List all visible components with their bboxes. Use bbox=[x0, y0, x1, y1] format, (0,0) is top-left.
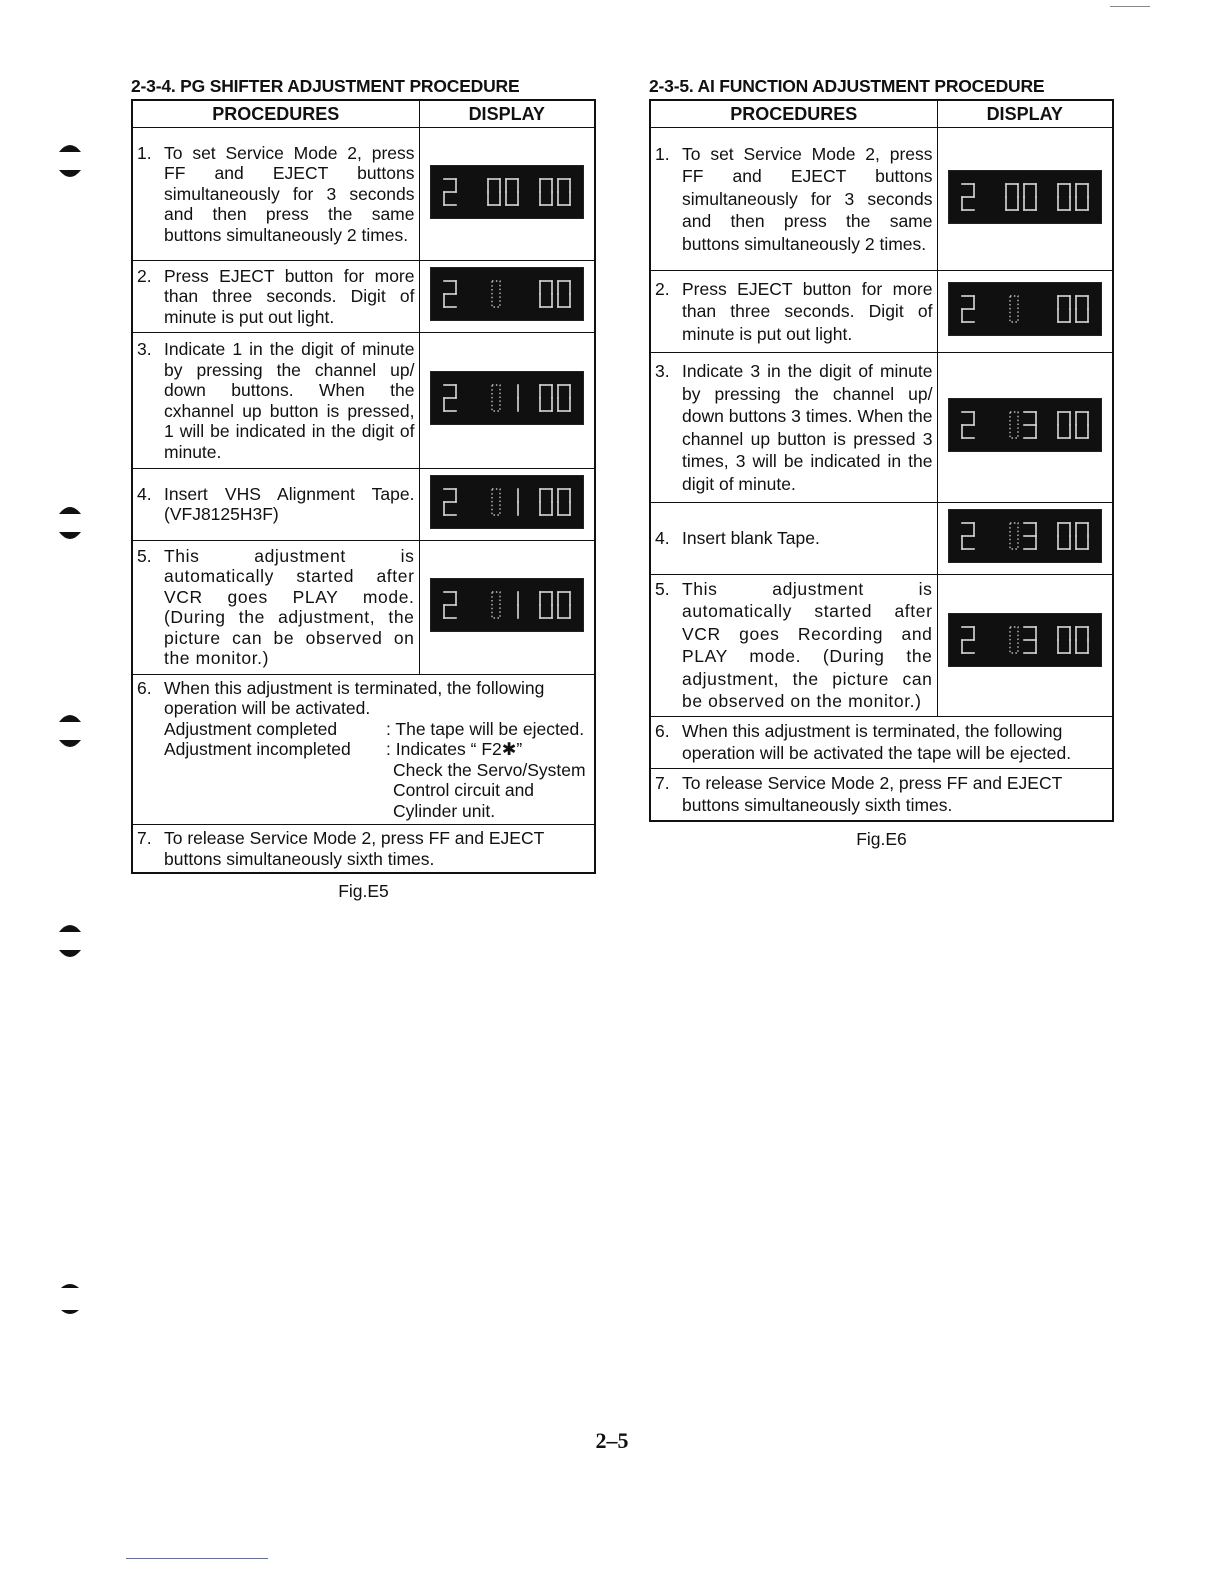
step-number: 6. bbox=[655, 720, 670, 741]
binder-hole-icon bbox=[55, 708, 85, 754]
display-cell bbox=[419, 333, 595, 469]
lcd-display bbox=[948, 613, 1102, 667]
section-title: 2-3-4. PG SHIFTER ADJUSTMENT PROCEDURE bbox=[131, 76, 520, 96]
step-number: 5. bbox=[655, 578, 670, 599]
step-number: 3. bbox=[137, 339, 152, 359]
binder-hole-icon bbox=[55, 1276, 85, 1322]
display-cell bbox=[937, 128, 1113, 271]
display-cell bbox=[937, 353, 1113, 503]
figure-caption: Fig.E6 bbox=[856, 828, 907, 849]
step-text: Press EJECT button for more than three seconds. Digit of minute is put out light. bbox=[164, 265, 415, 327]
step-number: 5. bbox=[137, 545, 152, 566]
step-text: When this adjustment is terminated, the following operation will be activated. bbox=[164, 677, 545, 718]
step-cell bbox=[650, 128, 937, 271]
lcd-display bbox=[948, 398, 1102, 452]
figure-caption: Fig.E5 bbox=[338, 881, 389, 901]
step-text: Insert blank Tape. bbox=[682, 528, 820, 548]
step-cell bbox=[650, 271, 937, 353]
step-cell bbox=[132, 469, 419, 541]
table-row bbox=[132, 540, 595, 674]
step-number: 7. bbox=[137, 828, 152, 848]
incompleted-value: : Indicates “ F2✱” bbox=[386, 739, 523, 759]
table-row bbox=[650, 128, 1113, 271]
table-row bbox=[650, 271, 1113, 353]
page-number: 2–5 bbox=[595, 1428, 629, 1453]
table-row bbox=[132, 333, 595, 469]
table-row bbox=[132, 825, 595, 874]
step-cell bbox=[132, 674, 595, 825]
check-line-3: Cylinder unit. bbox=[393, 800, 496, 821]
step-text: This adjustment is automatically started after VCR goes PLAY mode. (During the adjustment, the picture can be observed on the monitor.) bbox=[164, 545, 415, 668]
lcd-display bbox=[948, 170, 1102, 224]
step-text: To release Service Mode 2, press FF and EJECT buttons simultaneously sixth times. bbox=[682, 772, 1062, 815]
step-cell bbox=[132, 261, 419, 333]
procedure-table bbox=[131, 99, 596, 874]
step-number: 1. bbox=[655, 143, 670, 164]
binder-hole-icon bbox=[55, 500, 85, 546]
display-cell bbox=[937, 271, 1113, 353]
procedures-header: PROCEDURES bbox=[650, 100, 937, 128]
table-row bbox=[650, 716, 1113, 768]
lcd-display bbox=[430, 578, 584, 632]
display-cell bbox=[419, 261, 595, 333]
step-cell bbox=[650, 768, 1113, 821]
step-cell bbox=[132, 540, 419, 674]
incompleted-label: Adjustment incompleted bbox=[164, 739, 351, 759]
display-cell bbox=[937, 574, 1113, 716]
step-number: 7. bbox=[655, 772, 670, 793]
check-line-1: Check the Servo/System bbox=[393, 759, 586, 780]
step-number: 3. bbox=[655, 361, 670, 381]
binder-hole-icon bbox=[55, 918, 85, 964]
step-number: 4. bbox=[137, 483, 152, 504]
table-row bbox=[132, 469, 595, 541]
section-title: 2-3-5. AI FUNCTION ADJUSTMENT PROCEDURE bbox=[649, 76, 1045, 96]
table-row bbox=[650, 353, 1113, 503]
table-row bbox=[132, 128, 595, 261]
step-number: 4. bbox=[655, 528, 670, 548]
binder-hole-icon bbox=[55, 138, 85, 184]
step-number: 2. bbox=[137, 265, 152, 286]
display-cell bbox=[419, 128, 595, 261]
step-text: To release Service Mode 2, press FF and EJECT buttons simultaneously sixth times. bbox=[164, 828, 544, 869]
table-header-row bbox=[132, 100, 595, 128]
lcd-display bbox=[430, 475, 584, 529]
step-text: Press EJECT button for more than three seconds. Digit of minute is put out light. bbox=[682, 278, 933, 344]
display-header: DISPLAY bbox=[419, 100, 595, 128]
display-cell bbox=[419, 469, 595, 541]
completed-value: : The tape will be ejected. bbox=[386, 718, 585, 739]
step-text: Indicate 1 in the digit of minute by pressing the channel up/ down buttons. When the cxhannel up button is pressed, 1 will be indicated in the digit of minute. bbox=[164, 339, 415, 462]
step-text: To set Service Mode 2, press FF and EJECT buttons simultaneously for 3 seconds and then press the same buttons simultaneously 2 times. bbox=[682, 143, 933, 254]
procedures-header: PROCEDURES bbox=[132, 100, 419, 128]
table-row bbox=[132, 674, 595, 825]
display-header: DISPLAY bbox=[937, 100, 1113, 128]
lcd-display bbox=[430, 371, 584, 425]
step-cell bbox=[650, 503, 937, 575]
top-rule bbox=[1110, 6, 1150, 7]
table-row bbox=[650, 503, 1113, 575]
step-cell bbox=[132, 333, 419, 469]
step-cell bbox=[132, 128, 419, 261]
procedure-table bbox=[649, 99, 1114, 822]
display-cell bbox=[419, 540, 595, 674]
step-cell bbox=[650, 574, 937, 716]
step-text: To set Service Mode 2, press FF and EJECT buttons simultaneously for 3 seconds and then press the same buttons simultaneously 2 times. bbox=[164, 142, 415, 245]
step-text: Insert VHS Alignment Tape. (VFJ8125H3F) bbox=[164, 483, 415, 525]
step-number: 6. bbox=[137, 677, 152, 698]
lcd-display bbox=[430, 165, 584, 219]
lcd-display bbox=[948, 282, 1102, 336]
step-text: This adjustment is automatically started after VCR goes Recording and PLAY mode. (During the adjustment, the picture can be observed on the monitor.) bbox=[682, 578, 933, 711]
table-row bbox=[650, 574, 1113, 716]
step-text: When this adjustment is terminated, the following operation will be activated the tape will be ejected. bbox=[682, 720, 1072, 763]
step-text: Indicate 3 in the digit of minute by pressing the channel up/ down buttons 3 times. When the channel up button is pressed 3 times, 3 will be indicated in the digit of minute. bbox=[682, 361, 933, 494]
lcd-display bbox=[430, 267, 584, 321]
step-cell bbox=[650, 353, 937, 503]
display-cell bbox=[937, 503, 1113, 575]
step-number: 1. bbox=[137, 142, 152, 163]
check-line-2: Control circuit and bbox=[393, 780, 535, 800]
lcd-display bbox=[948, 509, 1102, 563]
pg-shifter-section bbox=[131, 76, 596, 902]
completed-label: Adjustment completed bbox=[164, 718, 338, 739]
step-cell bbox=[132, 825, 595, 874]
step-number: 2. bbox=[655, 278, 670, 299]
table-row bbox=[650, 768, 1113, 821]
ai-function-section bbox=[649, 76, 1114, 850]
bottom-rule bbox=[126, 1558, 268, 1559]
table-row bbox=[132, 261, 595, 333]
step-cell bbox=[650, 716, 1113, 768]
table-header-row bbox=[650, 100, 1113, 128]
